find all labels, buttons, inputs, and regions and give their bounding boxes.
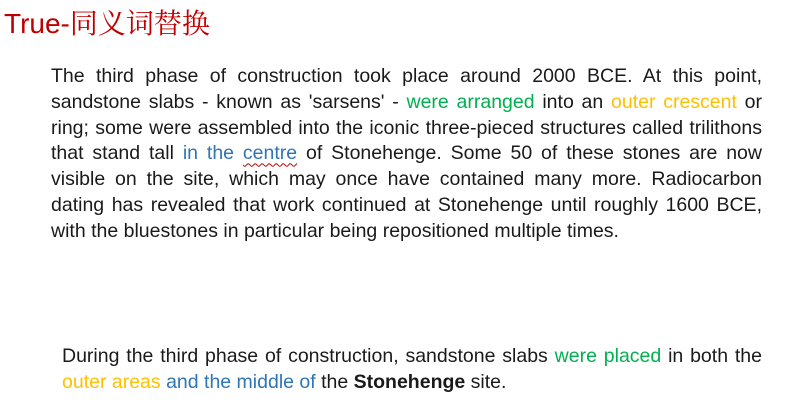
highlight-were-placed: were placed (554, 345, 662, 367)
passage-text: The third phase of construction took place around 2000 BCE. At this point, sandstone slabs - known as 'sarsens' - (51, 65, 762, 113)
highlight-outer-crescent: outer crescent (611, 90, 737, 113)
passage-text: or ring; some were assembled into the iconic three-pieced structures called trilithons that stand tall (51, 90, 763, 165)
slide-title: True-同义词替换 (4, 8, 210, 39)
statement-text: in both the (661, 345, 762, 367)
statement-text: site. (465, 370, 507, 393)
passage-text: into an (534, 90, 611, 113)
highlight-were-arranged: were arranged (406, 90, 535, 113)
highlight-in-the: in the (182, 142, 243, 165)
statement-text: the (315, 370, 354, 393)
highlight-in-the-centre (183, 142, 297, 164)
highlight-outer-areas: outer areas (62, 370, 161, 393)
highlight-and-the-middle-of: and the middle of (160, 370, 316, 393)
bold-stonehenge: Stonehenge (353, 370, 466, 393)
statement-text: During the third phase of construction, sandstone slabs (62, 345, 555, 367)
spellcheck-centre: centre (242, 142, 298, 165)
statement-paragraph (62, 344, 762, 396)
passage-text: of Stonehenge. Some 50 of these stones are now visible on the site, which may once have contained many more. Radiocarbon dating has revealed that work continued at Stonehenge until roughly 1600 BCE, with the bluestones in particular being repositioned multiple times. (51, 142, 762, 242)
passage-paragraph (51, 64, 762, 245)
